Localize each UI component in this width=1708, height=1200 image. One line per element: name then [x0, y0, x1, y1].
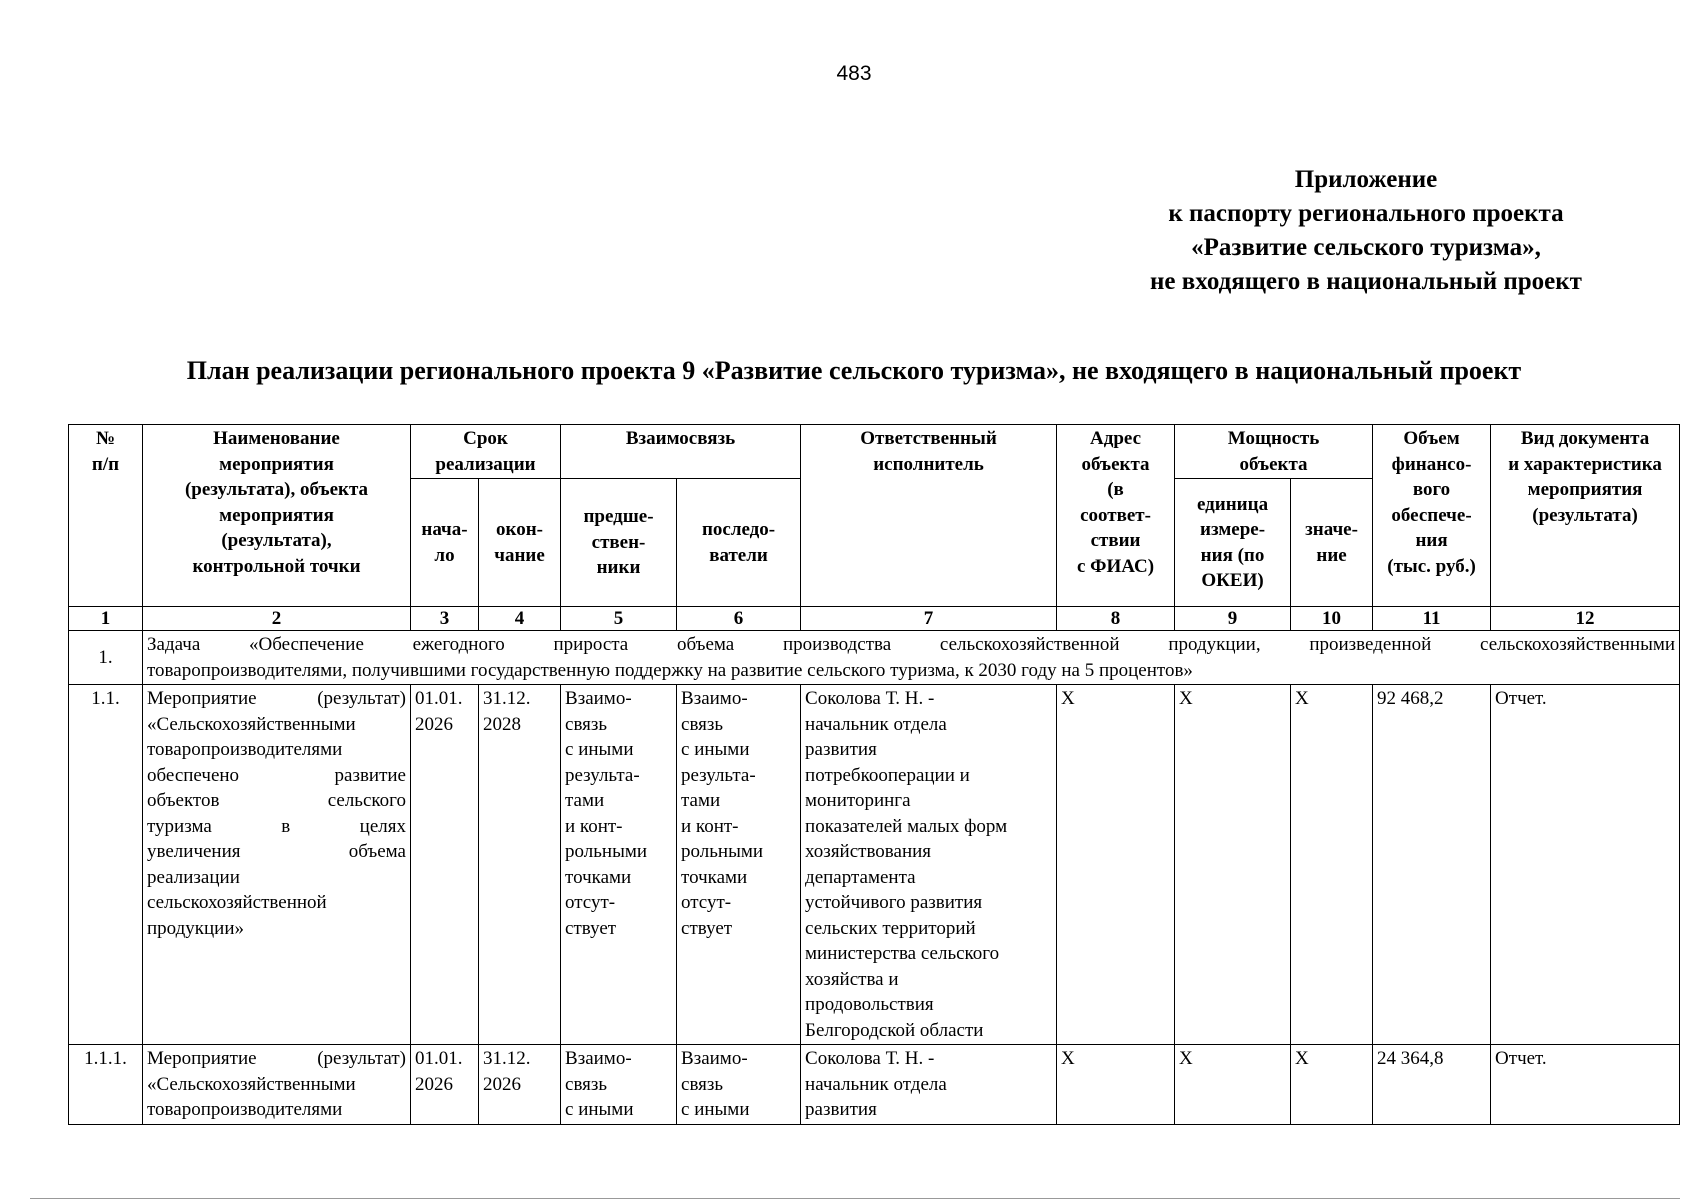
header-term: [411, 425, 561, 479]
cell-line: Взаимо-: [681, 688, 748, 709]
cell-line: ние: [1316, 544, 1347, 566]
cell-line: 2026: [415, 1073, 453, 1095]
row-predecessors: [561, 1045, 677, 1125]
cell-line: Мероприятие (результат): [147, 688, 406, 709]
cell-line: ствует: [681, 917, 733, 939]
cell-line: объекта: [1081, 453, 1150, 475]
cell-line: отсут-: [681, 892, 732, 913]
cell-line: развития: [805, 1099, 877, 1120]
cell-line: Наименование: [213, 428, 340, 449]
cell-line: и конт-: [681, 815, 739, 837]
scan-edge-line: [30, 1198, 1680, 1199]
cell-line: потребкооперации и: [805, 764, 970, 786]
cell-line: единица: [1196, 493, 1269, 515]
cell-line: ники: [596, 557, 641, 579]
cell-line: развития: [805, 739, 877, 760]
implementation-plan-table: [68, 424, 1680, 1125]
cell-line: Объем: [1403, 428, 1460, 449]
row-executor: [801, 685, 1057, 1045]
row-document: Отчет.: [1491, 685, 1680, 1045]
cell-line: Срок: [463, 428, 508, 449]
cell-line: исполнитель: [873, 453, 984, 475]
task-text: [143, 631, 1680, 685]
cell-line: реализации: [435, 453, 536, 475]
cell-line: Мероприятие (результат): [147, 1048, 406, 1069]
header-capacity-unit: [1175, 479, 1291, 607]
cell-line: ОКЕИ): [1201, 570, 1264, 591]
cell-line: 2028: [483, 713, 521, 735]
cell-line: увеличения объема: [147, 841, 406, 862]
table-row: [69, 685, 1680, 1045]
cell-line: мероприятия: [219, 453, 334, 475]
column-number: 5: [561, 607, 677, 631]
cell-line: ствен-: [591, 531, 646, 553]
header-address: [1057, 425, 1175, 607]
cell-line: ло: [434, 544, 455, 566]
cell-line: с иными: [565, 739, 634, 760]
cell-line: ствии: [1090, 530, 1141, 551]
cell-line: Взаимо-: [565, 1048, 632, 1069]
row-executor: [801, 1045, 1057, 1125]
cell-line: ствует: [565, 917, 617, 939]
column-number: 6: [677, 607, 801, 631]
cell-line: связь: [681, 1073, 724, 1095]
cell-line: департамента: [805, 866, 916, 888]
cell-line: нача-: [421, 519, 468, 540]
cell-line: Адрес: [1090, 428, 1142, 449]
row-number: 1.1.: [69, 685, 143, 1045]
column-number: 4: [479, 607, 561, 631]
appendix-line-2: к паспорту регионального проекта: [1168, 200, 1564, 227]
cell-line: точками: [681, 866, 748, 888]
cell-line: значе-: [1305, 519, 1358, 540]
column-number: 3: [411, 607, 479, 631]
cell-line: 01.01.: [415, 1048, 463, 1069]
cell-line: рольными: [681, 841, 764, 862]
cell-line: точками: [565, 866, 632, 888]
row-number: 1.1.1.: [69, 1045, 143, 1125]
cell-line: хозяйствования: [805, 841, 932, 862]
cell-line: рольными: [565, 841, 648, 862]
task-row: [69, 631, 1680, 685]
cell-line: продовольствия: [805, 994, 934, 1015]
row-start: [411, 1045, 479, 1125]
row-start: [411, 685, 479, 1045]
cell-line: и конт-: [565, 815, 623, 837]
header-link: Взаимосвязь: [561, 425, 801, 479]
cell-line: «Сельскохозяйственными: [147, 1073, 356, 1095]
cell-line: сельских территорий: [805, 917, 976, 939]
row-successors: [677, 685, 801, 1045]
cell-line: начальник отдела: [805, 1073, 947, 1095]
cell-line: окон-: [496, 519, 543, 540]
cell-line: связь: [565, 713, 608, 735]
header-link-next: [677, 479, 801, 607]
cell-line: с ФИАС): [1076, 555, 1155, 577]
column-number: 1: [69, 607, 143, 631]
cell-line: ния: [1415, 530, 1448, 551]
cell-line: и характеристика: [1508, 453, 1662, 475]
row-finance: 24 364,8: [1373, 1045, 1491, 1125]
appendix-line-3: «Развитие сельского туризма»,: [1191, 234, 1541, 261]
appendix-line-4: не входящего в национальный проект: [1150, 268, 1582, 295]
cell-line: №: [95, 428, 116, 449]
cell-line: обеспечено развитие: [147, 764, 406, 786]
cell-line: контрольной точки: [192, 555, 361, 577]
cell-line: товаропроизводителями: [147, 1099, 343, 1120]
cell-line: мероприятия: [219, 504, 334, 526]
header-document: [1491, 425, 1680, 607]
cell-line: показателей малых форм: [805, 815, 1008, 837]
cell-line: Соколова Т. Н. -: [805, 1048, 935, 1069]
cell-line: вого: [1412, 479, 1451, 500]
cell-line: объекта: [1239, 453, 1308, 475]
row-predecessors: [561, 685, 677, 1045]
cell-line: министерства сельского: [805, 943, 1000, 964]
cell-line: 2026: [483, 1073, 521, 1095]
cell-line: с иными: [681, 1099, 750, 1120]
row-finance: 92 468,2: [1373, 685, 1491, 1045]
cell-line: с иными: [565, 1099, 634, 1120]
column-number: 7: [801, 607, 1057, 631]
header-link-prev: [561, 479, 677, 607]
row-name: [143, 685, 411, 1045]
column-number: 12: [1491, 607, 1680, 631]
column-number: 2: [143, 607, 411, 631]
cell-line: отсут-: [565, 892, 616, 913]
cell-line: связь: [681, 713, 724, 735]
cell-line: товаропроизводителями: [147, 739, 343, 760]
cell-line: с иными: [681, 739, 750, 760]
cell-line: устойчивого развития: [805, 892, 983, 913]
row-end: [479, 1045, 561, 1125]
cell-line: реализации: [147, 866, 240, 888]
cell-line: финансо-: [1391, 453, 1472, 475]
cell-line: Мощность: [1227, 428, 1320, 449]
cell-line: Взаимо-: [565, 688, 632, 709]
cell-line: Взаимо-: [681, 1048, 748, 1069]
row-end: [479, 685, 561, 1045]
row-address: X: [1057, 1045, 1175, 1125]
cell-line: сельскохозяйственной: [147, 892, 327, 913]
cell-line: результа-: [681, 764, 756, 786]
document-title: План реализации регионального проекта 9 «Развитие сельского туризма», не входящего в национальный проект: [186, 356, 1522, 385]
cell-line: (результата),: [221, 530, 332, 551]
header-finance: [1373, 425, 1491, 607]
row-unit: X: [1175, 1045, 1291, 1125]
cell-line: Ответственный: [860, 428, 997, 449]
cell-line: измере-: [1200, 519, 1266, 540]
header-name: [143, 425, 411, 607]
column-number: 10: [1291, 607, 1373, 631]
page-number: 483: [836, 62, 872, 85]
column-number: 11: [1373, 607, 1491, 631]
task-number: 1.: [69, 631, 143, 685]
cell-line: начальник отдела: [805, 713, 947, 735]
header-term-start: [411, 479, 479, 607]
header-num: [69, 425, 143, 607]
header-term-end: [479, 479, 561, 607]
cell-line: последо-: [701, 519, 776, 540]
header-executor: [801, 425, 1057, 607]
cell-line: соответ-: [1080, 504, 1151, 526]
cell-line: Белгородской области: [805, 1019, 984, 1041]
cell-line: тами: [681, 790, 721, 811]
cell-line: объектов сельского: [147, 790, 406, 811]
cell-line: мониторинга: [805, 790, 911, 811]
appendix-line-1: Приложение: [1294, 166, 1438, 193]
cell-line: (в: [1107, 479, 1124, 500]
cell-line: ватели: [709, 544, 768, 566]
cell-line: продукции»: [147, 917, 245, 939]
cell-line: 01.01.: [415, 688, 463, 709]
cell-line: обеспече-: [1391, 504, 1472, 526]
row-document: Отчет.: [1491, 1045, 1680, 1125]
table-row: [69, 1045, 1680, 1125]
cell-line: связь: [565, 1073, 608, 1095]
row-address: X: [1057, 685, 1175, 1045]
cell-line: туризма в целях: [147, 815, 406, 837]
cell-line: 31.12.: [483, 1048, 531, 1069]
header-capacity-value: [1291, 479, 1373, 607]
cell-line: предше-: [583, 506, 654, 528]
cell-line: Вид документа: [1520, 428, 1650, 449]
cell-line: (результата), объекта: [184, 479, 369, 500]
cell-line: 2026: [415, 713, 453, 735]
column-number: 8: [1057, 607, 1175, 631]
cell-line: хозяйства и: [805, 968, 899, 990]
header-capacity: [1175, 425, 1373, 479]
cell-line: Соколова Т. Н. -: [805, 688, 935, 709]
cell-line: результа-: [565, 764, 640, 786]
cell-line: (результата): [1532, 504, 1638, 526]
row-name: [143, 1045, 411, 1125]
appendix-heading: [1066, 163, 1666, 299]
cell-line: чание: [494, 544, 545, 566]
cell-line: (тыс. руб.): [1387, 555, 1476, 577]
task-text-line: товаропроизводителями, получившими государственную поддержку на развитие сельского туризма, к 2030 году на 5 процентов»: [147, 659, 1193, 681]
cell-line: 31.12.: [483, 688, 531, 709]
row-value: X: [1291, 685, 1373, 1045]
cell-line: «Сельскохозяйственными: [147, 713, 356, 735]
row-value: X: [1291, 1045, 1373, 1125]
cell-line: мероприятия: [1527, 479, 1643, 500]
row-successors: [677, 1045, 801, 1125]
row-unit: X: [1175, 685, 1291, 1045]
cell-line: тами: [565, 790, 605, 811]
cell-line: ния (по: [1200, 544, 1265, 566]
task-text-line: Задача «Обеспечение ежегодного прироста объема производства сельскохозяйственной продукции, произведенной сельскохозяйственными: [147, 634, 1676, 655]
cell-line: п/п: [91, 453, 120, 475]
column-number: 9: [1175, 607, 1291, 631]
